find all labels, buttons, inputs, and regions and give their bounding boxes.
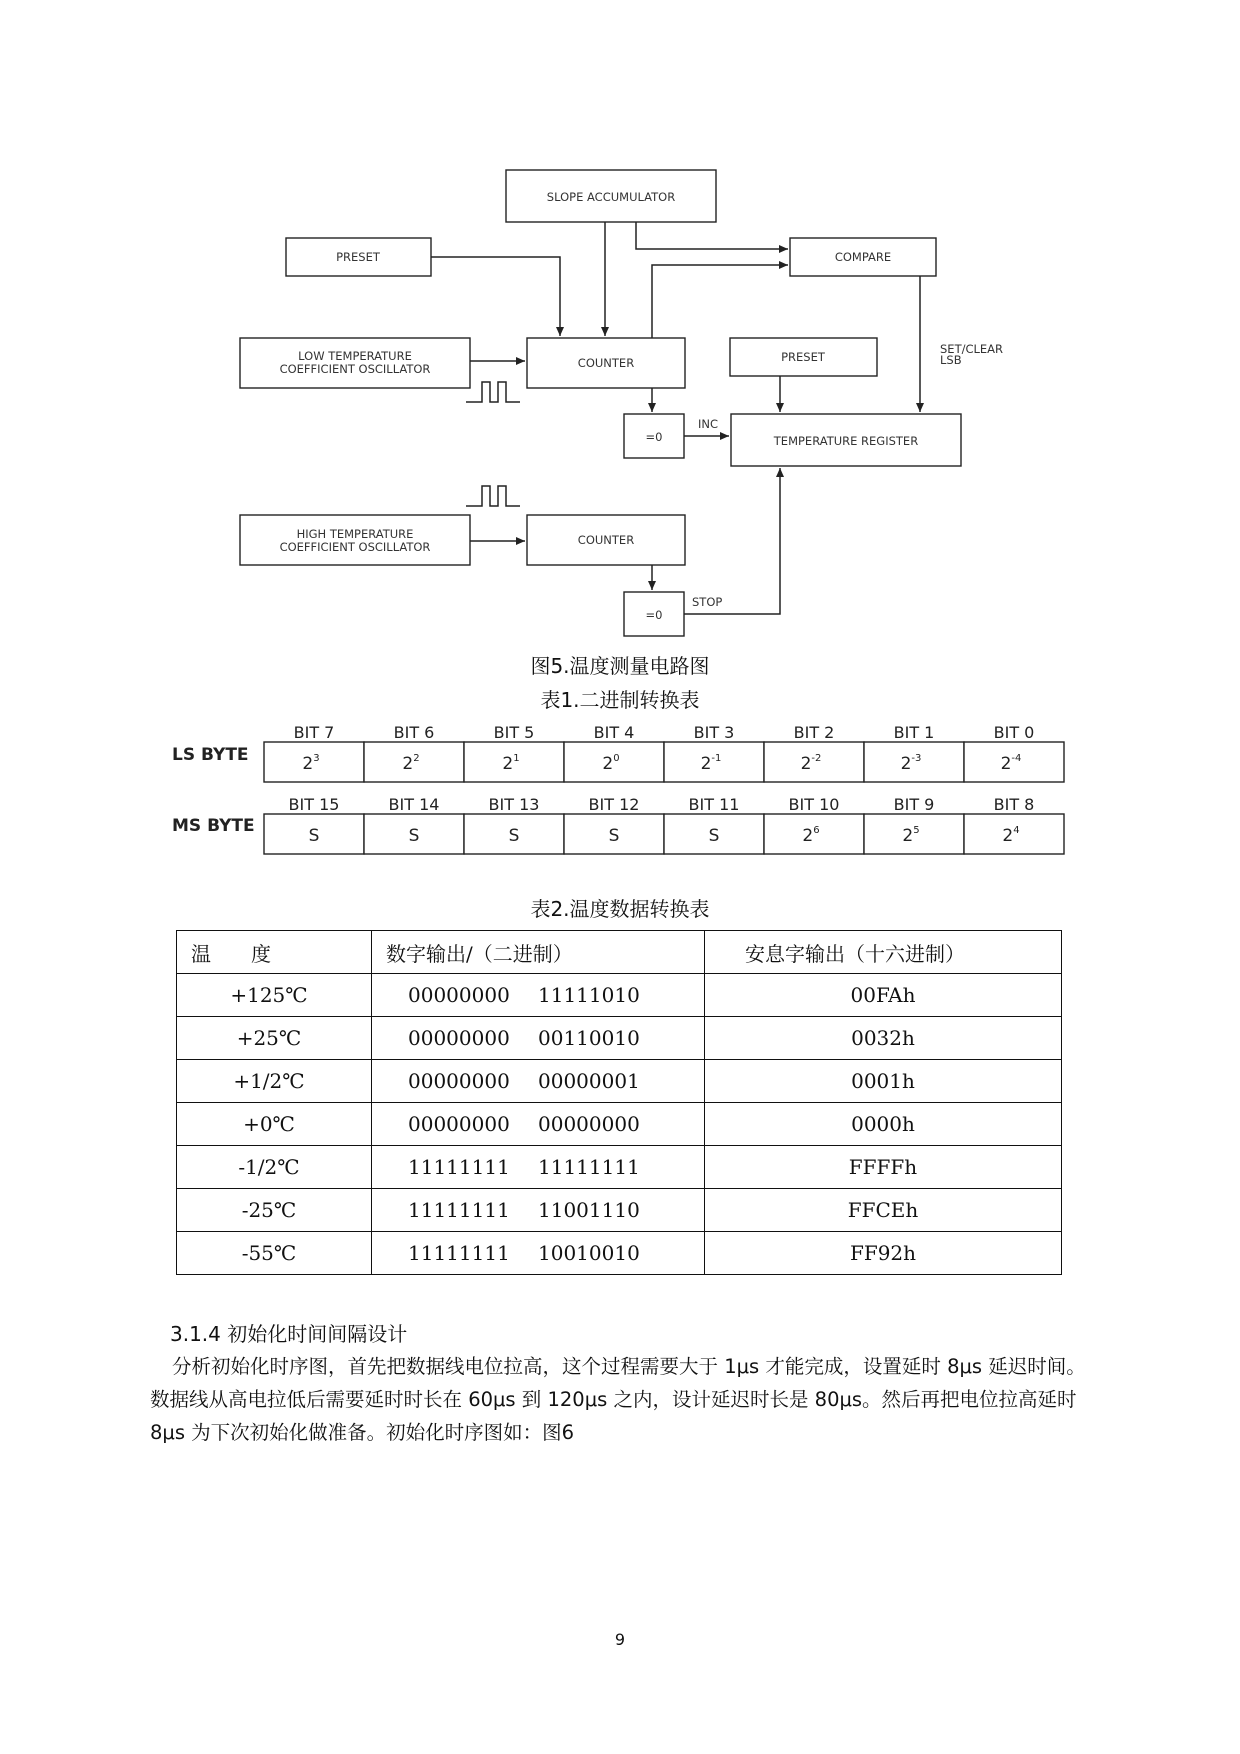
bit-weight-base: 2 (1000, 754, 1012, 774)
binary-high-byte: 00000000 (408, 1069, 510, 1093)
bit-weight-exponent: -2 (811, 753, 822, 764)
high-temp-oscillator-block (240, 515, 470, 565)
bit-weight-base: 2 (900, 754, 912, 774)
ms-byte-label: MS BYTE (172, 816, 255, 836)
bit-weight-exponent: -4 (1011, 753, 1022, 764)
bit-weight-base: 2 (602, 754, 614, 774)
svg-text:LOW TEMPERATURE: LOW TEMPERATURE (298, 349, 412, 363)
bit-weight-base: 2 (1002, 826, 1014, 846)
binary-cell (372, 1232, 705, 1275)
svg-text:COEFFICIENT OSCILLATOR: COEFFICIENT OSCILLATOR (279, 362, 431, 376)
bit-weight-exponent: 3 (313, 753, 320, 764)
bit-weight-base: 2 (902, 826, 914, 846)
lsb-label: LSB (940, 353, 962, 367)
bit-header: BIT 3 (693, 723, 735, 742)
bit-weight-base: 2 (700, 754, 712, 774)
svg-text:COUNTER: COUNTER (577, 533, 635, 547)
hex-cell: 00FAh (705, 974, 1062, 1017)
binary-low-byte: 10010010 (538, 1241, 640, 1265)
table-row (177, 1103, 1062, 1146)
bit-weight-exponent: 2 (413, 753, 420, 764)
figure-caption: 图5.温度测量电路图 (530, 654, 710, 678)
bit-header: BIT 8 (993, 795, 1035, 814)
stop-label: STOP (692, 595, 723, 609)
table-row (177, 1017, 1062, 1060)
bit-header: BIT 10 (788, 795, 840, 814)
table2-caption: 表2.温度数据转换表 (530, 897, 710, 921)
zero-detect-block-1 (624, 414, 684, 458)
svg-text:COMPARE: COMPARE (834, 250, 892, 264)
binary-low-byte: 00000001 (538, 1069, 640, 1093)
binary-low-byte: 00110010 (538, 1026, 640, 1050)
page-number: 9 (614, 1630, 626, 1649)
slope-accumulator-block (506, 170, 716, 222)
pulse-waveform-2 (466, 486, 520, 506)
svg-text:=0: =0 (645, 608, 663, 622)
hex-column-header: 安息字输出（十六进制） (705, 931, 1062, 974)
bit-header: BIT 2 (793, 723, 835, 742)
hex-cell: FFCEh (705, 1189, 1062, 1232)
bit-weight-exponent: 5 (913, 825, 920, 836)
binary-cell (372, 1017, 705, 1060)
compare-block (790, 238, 936, 276)
bit-header: BIT 5 (493, 723, 535, 742)
hex-cell: FF92h (705, 1232, 1062, 1275)
svg-text:HIGH TEMPERATURE: HIGH TEMPERATURE (296, 527, 414, 541)
binary-cell (372, 1103, 705, 1146)
bit-weight-exponent: 0 (613, 753, 620, 764)
svg-text:=0: =0 (645, 430, 663, 444)
bit-weight-exponent: -3 (911, 753, 922, 764)
binary-high-byte: 00000000 (408, 1112, 510, 1136)
temp-column-header: 温 度 (177, 931, 372, 974)
bit-weight (609, 826, 620, 846)
low-temp-oscillator-block (240, 338, 470, 388)
binary-low-byte: 11111010 (538, 983, 640, 1007)
bit-weight (709, 826, 720, 846)
hex-cell: 0032h (705, 1017, 1062, 1060)
hex-cell: 0000h (705, 1103, 1062, 1146)
temp-cell: +25℃ (177, 1017, 372, 1060)
temp-cell: +0℃ (177, 1103, 372, 1146)
table-row (177, 1146, 1062, 1189)
bit-header: BIT 6 (393, 723, 435, 742)
bit-header: BIT 14 (388, 795, 440, 814)
table-header-row (177, 931, 1062, 974)
bit-weight (509, 826, 520, 846)
binary-cell (372, 1060, 705, 1103)
preset-block-1 (286, 238, 431, 276)
binary-low-byte: 11001110 (538, 1198, 640, 1222)
bit-weight-base: 2 (802, 826, 814, 846)
bit-header: BIT 15 (288, 795, 340, 814)
bit-weight (309, 826, 320, 846)
bit-header: BIT 7 (293, 723, 335, 742)
bit-header: BIT 0 (993, 723, 1035, 742)
counter-block-1 (527, 338, 685, 388)
svg-text:COEFFICIENT OSCILLATOR: COEFFICIENT OSCILLATOR (279, 540, 431, 554)
temp-cell: -1/2℃ (177, 1146, 372, 1189)
bit-weight-base: S (408, 826, 420, 846)
bit-weight-exponent: 6 (813, 825, 820, 836)
binary-low-byte: 11111111 (538, 1155, 640, 1179)
svg-text:COUNTER: COUNTER (577, 356, 635, 370)
bit-header: BIT 12 (588, 795, 640, 814)
bit-weight-base: 2 (402, 754, 414, 774)
table1-caption: 表1.二进制转换表 (540, 688, 700, 712)
binary-high-byte: 11111111 (408, 1241, 510, 1265)
bit-weight-exponent: -1 (711, 753, 722, 764)
section-title: 3.1.4 初始化时间间隔设计 (170, 1322, 408, 1346)
bit-header: BIT 9 (893, 795, 935, 814)
section-paragraph: 分析初始化时序图，首先把数据线电位拉高，这个过程需要大于 1μs 才能完成，设置延时 8μs 延迟时间。数据线从高电拉低后需要延时时长在 60μs 到 120μs 之内，设计延迟时长是 80μs。然后再把电位拉高延时 8μs 为下次初始化做准备。初始化时序图如：图6 (150, 1355, 1086, 1444)
table-row (177, 1232, 1062, 1275)
binary-conversion-table (0, 720, 1240, 870)
binary-column-header: 数字输出/（二进制） (372, 931, 705, 974)
bit-weight (409, 826, 420, 846)
bit-header: BIT 13 (488, 795, 540, 814)
bit-weight-base: 2 (800, 754, 812, 774)
bit-header: BIT 4 (593, 723, 635, 742)
bit-weight-base: 2 (302, 754, 314, 774)
bit-weight-base: S (608, 826, 620, 846)
temp-cell: -25℃ (177, 1189, 372, 1232)
bit-weight-base: S (308, 826, 320, 846)
binary-high-byte: 00000000 (408, 983, 510, 1007)
pulse-waveform-1 (466, 382, 520, 402)
bit-weight-exponent: 1 (513, 753, 520, 764)
binary-high-byte: 11111111 (408, 1155, 510, 1179)
inc-label: INC (698, 417, 719, 431)
bit-header: BIT 1 (893, 723, 935, 742)
ls-byte-label: LS BYTE (172, 745, 249, 765)
svg-text:TEMPERATURE REGISTER: TEMPERATURE REGISTER (773, 434, 919, 448)
svg-text:PRESET: PRESET (336, 250, 380, 264)
table-row (177, 1189, 1062, 1232)
temperature-register-block (731, 414, 961, 466)
counter-block-2 (527, 515, 685, 565)
temp-cell: +125℃ (177, 974, 372, 1017)
table-row (177, 1060, 1062, 1103)
zero-detect-block-2 (624, 592, 684, 636)
bit-weight-base: S (508, 826, 520, 846)
temperature-data-table (176, 930, 1062, 1275)
binary-high-byte: 11111111 (408, 1198, 510, 1222)
binary-high-byte: 00000000 (408, 1026, 510, 1050)
bit-weight-base: 2 (502, 754, 514, 774)
binary-cell (372, 1146, 705, 1189)
set-clear-label: SET/CLEAR (940, 342, 1004, 356)
binary-cell (372, 1189, 705, 1232)
bit-header: BIT 11 (688, 795, 740, 814)
binary-low-byte: 00000000 (538, 1112, 640, 1136)
bit-weight-exponent: 4 (1013, 825, 1020, 836)
svg-text:PRESET: PRESET (781, 350, 825, 364)
binary-cell (372, 974, 705, 1017)
preset-block-2 (730, 338, 877, 376)
temp-cell: +1/2℃ (177, 1060, 372, 1103)
hex-cell: 0001h (705, 1060, 1062, 1103)
temp-cell: -55℃ (177, 1232, 372, 1275)
svg-text:SLOPE ACCUMULATOR: SLOPE ACCUMULATOR (546, 190, 676, 204)
temperature-measurement-diagram (0, 0, 1240, 660)
table-row (177, 974, 1062, 1017)
bit-weight-base: S (708, 826, 720, 846)
hex-cell: FFFFh (705, 1146, 1062, 1189)
